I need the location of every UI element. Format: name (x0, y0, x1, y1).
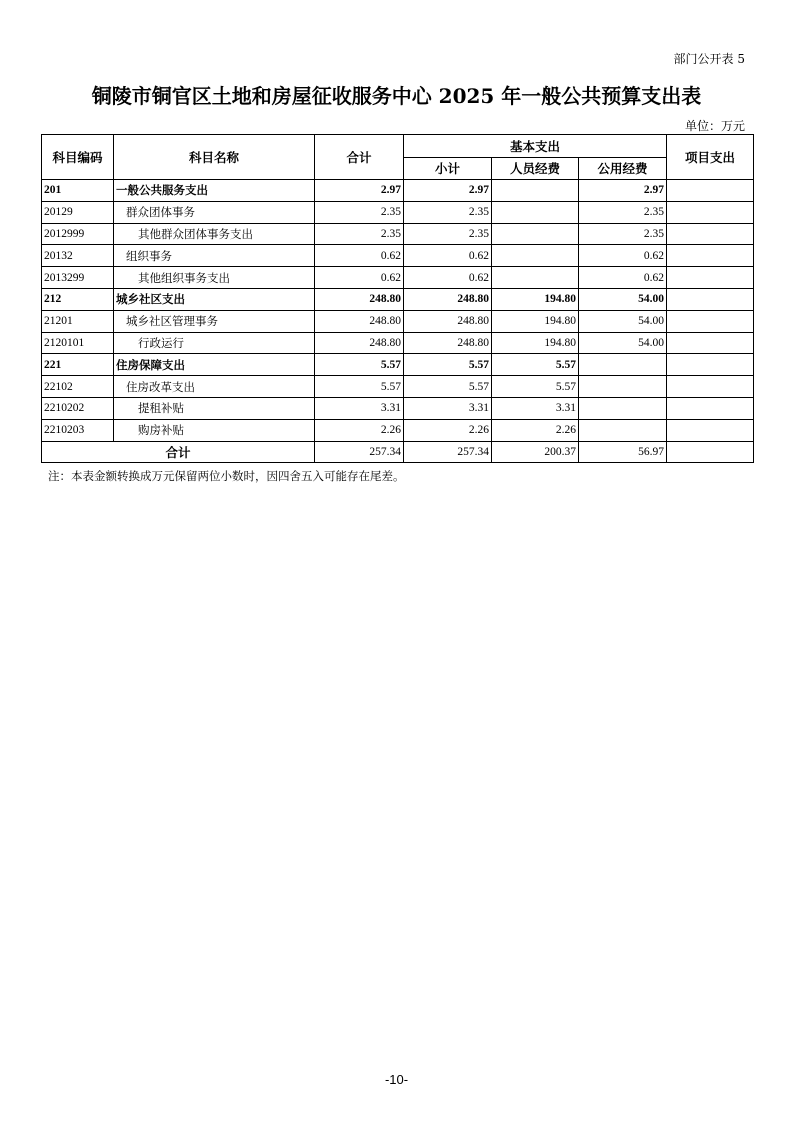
cell-project (667, 267, 754, 289)
cell-public: 54.00 (579, 288, 667, 310)
cell-public: 0.62 (579, 245, 667, 267)
cell-project (667, 201, 754, 223)
cell-personnel: 5.57 (492, 354, 579, 376)
cell-project (667, 332, 754, 354)
cell-project (667, 310, 754, 332)
cell-project (667, 288, 754, 310)
cell-public: 0.62 (579, 267, 667, 289)
cell-total: 2.26 (315, 419, 404, 441)
cell-name: 组织事务 (114, 245, 315, 267)
cell-code: 2120101 (42, 332, 114, 354)
cell-personnel (492, 245, 579, 267)
header-total: 合计 (315, 135, 404, 180)
cell-code: 21201 (42, 310, 114, 332)
cell-subtotal: 248.80 (404, 288, 492, 310)
cell-code: 20129 (42, 201, 114, 223)
cell-name: 住房改革支出 (114, 376, 315, 398)
cell-total: 2.35 (315, 201, 404, 223)
table-row (42, 354, 754, 376)
cell-public: 54.00 (579, 310, 667, 332)
cell-name: 群众团体事务 (114, 201, 315, 223)
table-row (42, 419, 754, 441)
cell-personnel: 194.80 (492, 332, 579, 354)
cell-code: 20132 (42, 245, 114, 267)
cell-name: 其他群众团体事务支出 (114, 223, 315, 245)
cell-total: 248.80 (315, 332, 404, 354)
cell-personnel: 5.57 (492, 376, 579, 398)
cell-subtotal: 2.35 (404, 201, 492, 223)
cell-subtotal: 0.62 (404, 267, 492, 289)
table-row (42, 376, 754, 398)
table-row (42, 180, 754, 202)
cell-total: 5.57 (315, 376, 404, 398)
page-title: 铜陵市铜官区土地和房屋征收服务中心 2025 年一般公共预算支出表 (91, 84, 702, 108)
cell-total: 248.80 (315, 288, 404, 310)
cell-code: 212 (42, 288, 114, 310)
cell-project (667, 419, 754, 441)
table-row (42, 332, 754, 354)
header-project: 项目支出 (667, 135, 754, 180)
cell-name: 城乡社区支出 (114, 288, 315, 310)
cell-subtotal: 2.35 (404, 223, 492, 245)
cell-name: 行政运行 (114, 332, 315, 354)
cell-subtotal: 5.57 (404, 354, 492, 376)
cell-total: 0.62 (315, 245, 404, 267)
cell-project (667, 180, 754, 202)
cell-personnel: 194.80 (492, 288, 579, 310)
cell-total: 257.34 (315, 441, 404, 463)
cell-code: 2012999 (42, 223, 114, 245)
table-row (42, 201, 754, 223)
cell-name: 其他组织事务支出 (114, 267, 315, 289)
cell-public: 2.35 (579, 223, 667, 245)
cell-personnel: 194.80 (492, 310, 579, 332)
cell-public (579, 376, 667, 398)
cell-total: 2.35 (315, 223, 404, 245)
cell-name: 购房补贴 (114, 419, 315, 441)
table-row (42, 310, 754, 332)
cell-public: 2.97 (579, 180, 667, 202)
cell-public: 2.35 (579, 201, 667, 223)
table-row (42, 397, 754, 419)
table-note: 注：本表金额转换成万元保留两位小数时，因四舍五入可能存在尾差。 (48, 469, 405, 483)
cell-public: 54.00 (579, 332, 667, 354)
cell-code: 22102 (42, 376, 114, 398)
table-row (42, 223, 754, 245)
header-public: 公用经费 (579, 157, 667, 180)
cell-project (667, 223, 754, 245)
cell-personnel: 200.37 (492, 441, 579, 463)
cell-code: 2013299 (42, 267, 114, 289)
cell-public (579, 397, 667, 419)
cell-project (667, 376, 754, 398)
cell-personnel: 2.26 (492, 419, 579, 441)
cell-project (667, 245, 754, 267)
table-row (42, 267, 754, 289)
cell-subtotal: 2.97 (404, 180, 492, 202)
cell-subtotal: 5.57 (404, 376, 492, 398)
page-number: -10- (384, 1072, 409, 1087)
cell-subtotal: 248.80 (404, 332, 492, 354)
cell-personnel (492, 267, 579, 289)
unit-label: 单位：万元 (684, 119, 745, 133)
cell-name: 一般公共服务支出 (114, 180, 315, 202)
cell-total: 248.80 (315, 310, 404, 332)
cell-project (667, 441, 754, 463)
cell-code: 201 (42, 180, 114, 202)
total-row (42, 441, 754, 463)
table-row (42, 288, 754, 310)
cell-total: 0.62 (315, 267, 404, 289)
page-label: 部门公开表 5 (673, 52, 745, 66)
cell-subtotal: 257.34 (404, 441, 492, 463)
header-subtotal: 小计 (404, 157, 492, 180)
cell-subtotal: 248.80 (404, 310, 492, 332)
header-name: 科目名称 (114, 135, 315, 180)
cell-code: 2210203 (42, 419, 114, 441)
cell-code: 2210202 (42, 397, 114, 419)
cell-project (667, 397, 754, 419)
table-row (42, 245, 754, 267)
header-basic: 基本支出 (404, 135, 667, 158)
cell-project (667, 354, 754, 376)
cell-name: 住房保障支出 (114, 354, 315, 376)
cell-public (579, 419, 667, 441)
cell-subtotal: 0.62 (404, 245, 492, 267)
cell-name: 提租补贴 (114, 397, 315, 419)
cell-public (579, 354, 667, 376)
cell-personnel (492, 201, 579, 223)
total-label: 合计 (42, 441, 315, 463)
cell-personnel (492, 223, 579, 245)
cell-total: 2.97 (315, 180, 404, 202)
cell-personnel (492, 180, 579, 202)
budget-table (41, 134, 754, 463)
cell-subtotal: 3.31 (404, 397, 492, 419)
cell-name: 城乡社区管理事务 (114, 310, 315, 332)
header-personnel: 人员经费 (492, 157, 579, 180)
cell-total: 3.31 (315, 397, 404, 419)
cell-code: 221 (42, 354, 114, 376)
cell-public: 56.97 (579, 441, 667, 463)
cell-subtotal: 2.26 (404, 419, 492, 441)
cell-personnel: 3.31 (492, 397, 579, 419)
cell-total: 5.57 (315, 354, 404, 376)
header-code: 科目编码 (42, 135, 114, 180)
